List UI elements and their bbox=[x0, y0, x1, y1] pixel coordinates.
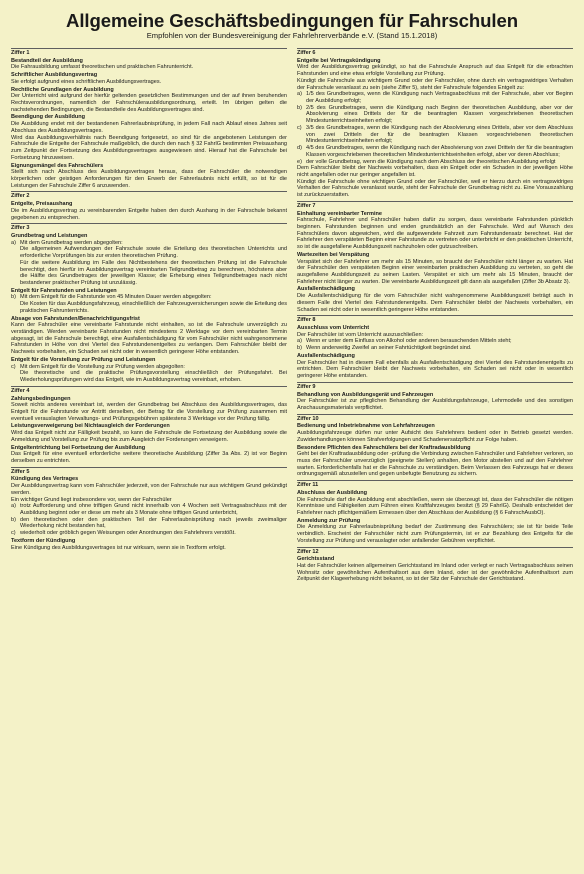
paragraph: Fahrschule, Fahrlehrer und Fahrschüler haben dafür zu sorgen, dass vereinbarte Fahrstunden pünktlich beginnen. Fahrstunden beginnen und enden grundsätzlich an der Fahrschule. Wird auf Wunsch des Fahrschülers davon abgewichen, wird die aufgewendete Fahrzeit zum Fahrstundensatz berechnet. Hat der Fahrlehrer den verspäteten Beginn einer Fahrstunde zu vertreten oder unterbricht er den praktischen Unterricht, so ist die ausgefallene Ausbildungszeit nachzuholen oder gutzuschreiben. bbox=[297, 217, 573, 251]
list-item-label: c) bbox=[11, 530, 16, 537]
indented-paragraph: Die theoretische und die praktische Prüfungsvorstellung einschließlich der Prüfungsfahrt. Bei Wiederholungsprüfungen wird das Entgelt, wie im Ausbildungsvertrag vereinbart, erhoben. bbox=[20, 370, 287, 384]
clause-section bbox=[11, 357, 287, 384]
list-item-label: b) bbox=[11, 294, 16, 301]
paragraph: Hat der Fahrschüler keinen allgemeinen Gerichtsstand im Inland oder verlegt er nach Vertragsabschluss seinen Wohnsitz oder gewöhnlichen Aufenthaltsort aus dem Inland, oder ist der gewöhnliche Aufenthaltsort zum Zeitpunkt der Klageerhebung nicht bekannt, so ist der Sitz der Fahrschule der Gerichtsstand. bbox=[297, 563, 573, 583]
clause-heading: Ausfallentschädigung bbox=[297, 286, 355, 293]
ziffer-block bbox=[297, 48, 573, 199]
clause-section bbox=[297, 423, 573, 443]
paragraph: Das Entgelt für eine eventuell erforderliche weitere theoretische Ausbildung (Ziffer 3a Abs. 2) ist vor Beginn derselben zu entrichten. bbox=[11, 451, 287, 464]
list-item-text: Mit dem Entgelt für die Fahrstunde von 45 Minuten Dauer werden abgegolten: bbox=[20, 294, 212, 301]
list-item-text: 3/5 des Grundbetrages, wenn die Kündigung nach der Absolvierung eines Drittels, aber vor dem Abschluss von zwei Dritteln der für die beantragten Klassen vorgeschriebenen theoretischen Mindestunterrichtseinheiten erfolgt; bbox=[306, 124, 573, 145]
clause-section bbox=[11, 72, 287, 85]
list-item-text: den theoretischen oder den praktischen Teil der Fahrerlaubnisprüfung nach jeweils zweimaliger Wiederholung nicht bestanden hat, bbox=[20, 516, 287, 530]
ziffer-number: Ziffer 4 bbox=[11, 387, 30, 394]
ziffer-number: Ziffer 8 bbox=[297, 317, 316, 324]
clause-section bbox=[11, 538, 287, 551]
list-item bbox=[11, 240, 287, 247]
ziffer-block bbox=[11, 223, 287, 384]
paragraph: Eine Kündigung des Ausbildungsvertrages ist nur wirksam, wenn sie in Textform erfolgt. bbox=[11, 544, 226, 551]
clause-section bbox=[297, 252, 573, 286]
ziffer-number: Ziffer 10 bbox=[297, 415, 319, 422]
paragraph: Sie erfolgt aufgrund eines schriftlichen Ausbildungsvertrages. bbox=[11, 78, 162, 85]
clause-section bbox=[297, 518, 573, 545]
clause-heading: Einhaltung vereinbarter Termine bbox=[297, 210, 382, 217]
list-item-text: Wenn er unter dem Einfluss von Alkohol oder anderen berauschenden Mitteln steht; bbox=[306, 338, 512, 345]
list-item-label: b) bbox=[11, 516, 16, 523]
list-item bbox=[11, 364, 287, 371]
list-item bbox=[297, 345, 573, 352]
paragraph: Die Fahrausbildung umfasst theoretischen und praktischen Fahrunterricht. bbox=[11, 64, 194, 71]
list-item-label: b) bbox=[297, 345, 302, 352]
paragraph: Die Anmeldung zur Fahrerlaubnisprüfung bedarf der Zustimmung des Fahrschülers; sie ist für beide Teile verbindlich. Erscheint der Fahrschüler nicht zum Prüfungstermin, ist er zur Bezahlung des Entgelts für die Vorstellung zur Prüfung und verauslagter oder anfallender Gebühren verpflichtet. bbox=[297, 524, 573, 544]
list-item bbox=[297, 338, 573, 345]
paragraph: Dem Fahrschüler bleibt der Nachweis vorbehalten, dass ein Entgelt oder ein Schaden in der jeweiligen Höhe nicht angefallen oder nur geringer angefallen ist. bbox=[297, 165, 573, 178]
indented-paragraph: Die Kosten für das Ausbildungsfahrzeug, einschließlich der Fahrzeugversicherungen sowie die Erteilung des praktischen Fahrunterrichts. bbox=[20, 301, 287, 314]
clause-section bbox=[11, 163, 287, 190]
clause-heading: Zahlungsbedingungen bbox=[11, 395, 71, 402]
paragraph: Verspätet sich der Fahrlehrer um mehr als 15 Minuten, so braucht der Fahrschüler nicht länger zu warten. Hat der Fahrschüler den verspäteten Beginn einer vereinbarten praktischen Ausbildung zu vertreten, so geht die ausgefallene Ausbildungszeit zu seinen Lasten. Verspätet er sich um mehr als 15 Minuten, braucht der Fahrlehrer nicht länger zu warten. Die vereinbarte Ausbildungszeit gilt dann als ausgefallen (Ziffer 3b Absatz 3). bbox=[297, 258, 573, 285]
ziffer-block bbox=[297, 382, 573, 412]
list-item-text: Mit dem Grundbetrag werden abgegolten: bbox=[20, 239, 123, 246]
paragraph: Wird der Ausbildungsvertrag gekündigt, so hat die Fahrschule Anspruch auf das Entgelt für die erbrachten Fahrstunden und eine etwa erfolgte Vorstellung zur Prüfung. bbox=[297, 64, 573, 78]
indented-paragraph: Für die weitere Ausbildung im Falle des Nichtbestehens der theoretischen Prüfung ist die Fahrschule berechtigt, den hierfür im Ausbildungsvertrag vereinbarten Teilgrundbetrag zu berechnen, höchstens aber die Hälfte des Grundbetrages der jeweiligen Klasse; die Erhebung eines Teilgrundbetrages nach nicht bestandener praktischer Prüfung ist unzulässig. bbox=[20, 259, 287, 286]
columns bbox=[11, 48, 573, 583]
paragraph: Die im Ausbildungsvertrag zu vereinbarenden Entgelte haben den durch Aushang in der Fahrschule bekannt gegebenen zu entsprechen. bbox=[11, 207, 287, 221]
clause-section bbox=[11, 476, 287, 536]
paragraph: Der Fahrschüler hat in diesem Fall ebenfalls als Ausfallentschädigung drei Viertel des Fahrstundenentgelts zu entrichten. Dem Fahrschüler bleibt der Nachweis vorbehalten, ein Schaden sei nicht oder in wesentlich geringerer Höhe entstanden. bbox=[297, 359, 573, 380]
list-item-label: a) bbox=[11, 239, 16, 246]
left-column bbox=[11, 48, 287, 583]
list-item bbox=[11, 517, 287, 530]
ziffer-number: Ziffer 5 bbox=[11, 468, 30, 475]
paragraph: Kündigt die Fahrschule aus wichtigem Grund oder der Fahrschüler, ohne durch ein vertragswidriges Verhalten der Fahrschule veranlasst zu sein (siehe Ziffer 5), steht der Fahrschule folgendes Entgelt zu: bbox=[297, 77, 573, 91]
document-subtitle: Empfohlen von der Bundesvereinigung der Fahrlehrerverbände e.V. (Stand 15.1.2018) bbox=[146, 31, 438, 40]
clause-heading: Behandlung von Ausbildungsgerät und Fahrzeugen bbox=[297, 391, 434, 398]
clause-section bbox=[297, 392, 573, 412]
clause-section bbox=[11, 233, 287, 287]
clause-heading: Wartezeiten bei Verspätung bbox=[297, 251, 370, 258]
ziffer-block bbox=[297, 480, 573, 544]
ziffer-number: Ziffer 11 bbox=[297, 482, 319, 489]
clause-section bbox=[297, 445, 573, 479]
clause-heading: Abschluss der Ausbildung bbox=[297, 489, 368, 496]
clause-heading: Bedienung und Inbetriebnahme von Lehrfahrzeugen bbox=[297, 423, 435, 430]
list-item-label: c) bbox=[11, 363, 16, 370]
clause-heading: Entgeltentrichtung bei Fortsetzung der Ausbildung bbox=[11, 444, 146, 451]
clause-section bbox=[11, 201, 287, 221]
paragraph: Ausbildungsfahrzeuge dürfen nur unter Aufsicht des Fahrlehrers bedient oder in Betrieb gesetzt werden. Zuwiderhandlungen können Strafverfolgungen und Schadenersatzpflicht zur Folge haben. bbox=[297, 430, 573, 443]
clause-heading: Absage von Fahrstunden/Benachrichtigungsfrist bbox=[11, 315, 140, 322]
paragraph: Stellt sich nach Abschluss des Ausbildungsvertrages heraus, dass der Fahrschüler die notwendigen körperlichen oder geistigen Anforderungen für den Erwerb der Fahrerlaubnis nicht erfüllt, so ist für die Leistungen der Fahrschule Ziffer 6 anzuwenden. bbox=[11, 169, 287, 189]
clause-section bbox=[11, 316, 287, 356]
clause-heading: Entgelte, Preisaushang bbox=[11, 201, 73, 208]
list-item-text: der volle Grundbetrag, wenn die Kündigung nach dem Abschluss der theoretischen Ausbildung erfolgt bbox=[306, 158, 556, 165]
clause-heading: Kündigung des Vertrages bbox=[11, 476, 79, 483]
ziffer-block bbox=[11, 48, 287, 189]
list-item bbox=[11, 530, 287, 537]
list-item-label: a) bbox=[297, 338, 302, 345]
ziffer-number: Ziffer 9 bbox=[297, 383, 316, 390]
list-item-label: d) bbox=[297, 145, 302, 152]
clause-heading: Eignungsmängel des Fahrschülers bbox=[11, 162, 104, 169]
paragraph: Kündigt die Fahrschule ohne wichtigen Grund oder der Fahrschüler, weil er hierzu durch ein vertragswidriges Verhalten der Fahrschule veranlasst wurde, steht der Fahrschule der Grundbetrag nicht zu. Eine Vorauszahlung ist zurückzuerstatten. bbox=[297, 178, 573, 199]
list-item-label: e) bbox=[297, 158, 302, 165]
list-item bbox=[297, 125, 573, 145]
clause-heading: Schriftlicher Ausbildungsvertrag bbox=[11, 72, 98, 79]
clause-heading: Rechtliche Grundlagen der Ausbildung bbox=[11, 86, 114, 93]
paragraph: Die Ausbildung endet mit der bestandenen Fahrerlaubnisprüfung, in jedem Fall nach Ablauf eines Jahres seit Abschluss des Ausbildungsvertrages. bbox=[11, 121, 287, 134]
clause-heading: Textform der Kündigung bbox=[11, 537, 76, 544]
clause-section bbox=[297, 353, 573, 380]
clause-section bbox=[297, 286, 573, 313]
list-item bbox=[297, 159, 573, 166]
paragraph: Die Ausfallentschädigung für die vom Fahrschüler nicht wahrgenommene Ausbildungszeit beträgt auch in diesem Falle drei Viertel des Fahrstundenentgelts. Dem Fahrschüler bleibt der Nachweis vorbehalten, ein Schaden sei nicht oder in wesentlich geringerer Höhe entstanden. bbox=[297, 293, 573, 313]
clause-section bbox=[11, 114, 287, 161]
list-item-text: 1/5 des Grundbetrages, wenn die Kündigung nach Vertragsabschluss mit der Fahrschule, aber vor Beginn der Ausbildung erfolgt; bbox=[306, 91, 573, 105]
ziffer-block bbox=[297, 414, 573, 478]
right-column bbox=[297, 48, 573, 583]
clause-section bbox=[11, 58, 287, 71]
clause-section bbox=[297, 211, 573, 251]
clause-heading: Ausfallentschädigung bbox=[297, 352, 355, 359]
clause-section bbox=[297, 325, 573, 352]
ziffer-number: Ziffer 1 bbox=[11, 50, 30, 56]
list-item-text: trotz Aufforderung und ohne triftigen Grund nicht innerhalb von 4 Wochen seit Vertragsabschluss mit der Ausbildung beginnt oder er diese um mehr als 3 Monate ohne triftigen Grund unterbricht, bbox=[20, 503, 287, 516]
list-item-text: wiederholt oder gröblich gegen Weisungen oder Anordnungen des Fahrlehrers verstößt. bbox=[20, 530, 236, 537]
ziffer-block bbox=[11, 467, 287, 552]
list-item-text: Mit dem Entgelt für die Vorstellung zur Prüfung werden abgegolten: bbox=[20, 363, 185, 370]
paragraph: Der Fahrschüler ist vom Unterricht auszuschließen: bbox=[297, 331, 424, 338]
clause-heading: Ausschluss vom Unterricht bbox=[297, 325, 370, 332]
clause-section bbox=[297, 556, 573, 583]
document-title: Allgemeine Geschäftsbedingungen für Fahrschulen bbox=[66, 10, 518, 31]
clause-heading: Besondere Pflichten des Fahrschülers bei der Kraftradausbildung bbox=[297, 444, 471, 451]
paragraph: Geht bei der Kraftradausbildung oder -prüfung die Verbindung zwischen Fahrschüler und Fahrlehrer verloren, so muss der Fahrschüler unverzüglich (geeignete Stellen) anhalten, den Motor abstellen und auf den Fahrlehrer warten. Erforderlichenfalls hat er die Fahrschule zu verständigen. Beim Verlassen des Fahrzeugs hat er dieses ordnungsgemäß abzustellen und gegen unbefugte Benutzung zu sichern. bbox=[297, 451, 573, 478]
ziffer-block bbox=[297, 201, 573, 314]
clause-section bbox=[297, 490, 573, 517]
paragraph: Die Fahrschule darf die Ausbildung erst abschließen, wenn sie überzeugt ist, dass der Fahrschüler die nötigen Kenntnisse und Fähigkeiten zum Führen eines Kraftfahrzeuges besitzt (§ 29 FahrlG). Deshalb entscheidet der Fahrlehrer nach pflichtgemäßem Ermessen über den Abschluss der Ausbildung (§ 6 FahrschAusbO). bbox=[297, 496, 573, 516]
paragraph: Ein wichtiger Grund liegt insbesondere vor, wenn der Fahrschüler bbox=[11, 496, 172, 503]
list-item bbox=[297, 105, 573, 125]
list-item-label: b) bbox=[297, 104, 302, 111]
ziffer-block bbox=[297, 547, 573, 584]
clause-section bbox=[11, 87, 287, 114]
clause-section bbox=[297, 58, 573, 199]
list-item bbox=[297, 145, 573, 158]
paragraph: Wird das Entgelt nicht zur Fälligkeit bezahlt, so kann die Fahrschule die Fortsetzung der Ausbildung sowie die Anmeldung und Vorstellung zur Prüfung bis zum Ausgleich der Forderungen verweigern. bbox=[11, 430, 287, 443]
clause-section bbox=[11, 445, 287, 465]
ziffer-number: Ziffer 2 bbox=[11, 193, 30, 200]
ziffer-number: Ziffer 7 bbox=[297, 202, 316, 209]
paragraph: Kann der Fahrschüler eine vereinbarte Fahrstunde nicht einhalten, so ist die Fahrschule unverzüglich zu verständigen. Werden vereinbarte Fahrstunden nicht mindestens 2 Werktage vor dem vereinbarten Termin abgesagt, ist die Fahrschule berechtigt, eine Ausfallentschädigung für vom Fahrschüler nicht wahrgenommene Fahrstunden in Höhe von drei Viertel des Fahrstundenentgeltes zu verlangen. Dem Fahrschüler bleibt der Nachweis vorbehalten, ein Schaden sei nicht oder in wesentlich geringerer Höhe entstanden. bbox=[11, 322, 287, 356]
ziffer-number: Ziffer 3 bbox=[11, 225, 30, 232]
list-item bbox=[11, 503, 287, 516]
clause-section bbox=[11, 396, 287, 423]
paragraph: Der Unterricht wird aufgrund der hierfür geltenden gesetzlichen Bestimmungen und der auf ihnen beruhenden Rechtsverordnungen, namentlich der Fahrschülerausbildungsordnung, erteilt. Im übrigen gelten die nachstehenden Bedingungen, die Bestandteile des Ausbildungsvertrages sind. bbox=[11, 93, 287, 113]
list-item-label: c) bbox=[297, 124, 302, 131]
clause-heading: Entgelt für die Vorstellung zur Prüfung und Leistungen bbox=[11, 356, 156, 363]
list-item bbox=[297, 91, 573, 104]
clause-heading: Beendigung der Ausbildung bbox=[11, 114, 86, 121]
ziffer-block bbox=[11, 191, 287, 221]
clause-heading: Leistungsverweigerung bei Nichtausgleich der Forderungen bbox=[11, 423, 170, 430]
paragraph: Der Fahrschüler ist zur pfleglichen Behandlung der Ausbildungsfahrzeuge, Lehrmodelle und des sonstigen Anschauungsmaterials verpflichtet. bbox=[297, 398, 573, 411]
ziffer-number: Ziffer 12 bbox=[297, 548, 319, 555]
list-item-text: 4/5 des Grundbetrages, wenn die Kündigung nach der Absolvierung von zwei Dritteln der für die beantragten Klassen vorgeschriebenen theoretischen Mindestunterrichtseinheiten erfolgt, aber vor deren Abschluss; bbox=[306, 145, 573, 158]
paragraph: Wird das Ausbildungsverhältnis nach Beendigung fortgesetzt, so sind für die angebotenen Leistungen der Fahrschule die Entgelte der Fahrschule maßgeblich, die durch den nach § 32 FahrlG bestimmten Preisaushang zum Zeitpunkt der Fortsetzung des Ausbildungsvertrages ausgewiesen sind. Hierauf hat die Fahrschule bei Fortsetzung hinzuweisen. bbox=[11, 134, 287, 161]
indented-paragraph: Die allgemeinen Aufwendungen der Fahrschule sowie die Erteilung des theoretischen Unterrichts und erforderliche Vorprüfungen bis zur ersten theoretischen Prüfung. bbox=[20, 246, 287, 260]
ziffer-block bbox=[11, 386, 287, 465]
paragraph: Der Ausbildungsvertrag kann vom Fahrschüler jederzeit, von der Fahrschule nur aus wichtigem Grund gekündigt werden. bbox=[11, 483, 287, 496]
list-item-label: a) bbox=[297, 91, 302, 98]
clause-heading: Bestandteil der Ausbildung bbox=[11, 57, 83, 64]
ziffer-number: Ziffer 6 bbox=[297, 50, 316, 56]
list-item bbox=[11, 294, 287, 301]
clause-heading: Gerichtsstand bbox=[297, 556, 335, 563]
clause-section bbox=[11, 423, 287, 443]
clause-heading: Grundbetrag und Leistungen bbox=[11, 232, 88, 239]
list-item-text: Wenn anderweitig Zweifel an seiner Fahrtüchtigkeit begründet sind. bbox=[306, 345, 472, 352]
clause-heading: Anmeldung zur Prüfung bbox=[297, 517, 361, 524]
paragraph: Soweit nichts anderes vereinbart ist, werden der Grundbetrag bei Abschluss des Ausbildungsvertrages, das Entgelt für die Fahrstunde vor Antritt derselben, der Betrag für die Vorstellung zur Prüfung zusammen mit eventuell verauslagten Verwaltungs- und Prüfungsgebühren spätestens 3 Werktage vor der Prüfung fällig. bbox=[11, 402, 287, 422]
clause-heading: Entgelte bei Vertragskündigung bbox=[297, 57, 381, 64]
ziffer-block bbox=[297, 315, 573, 379]
clause-heading: Entgelt für Fahrstunden und Leistungen bbox=[11, 287, 117, 294]
list-item-text: 2/5 des Grundbetrages, wenn die Kündigung nach Beginn der theoretischen Ausbildung, aber vor der Absolvierung eines Drittels der für die beantragten Klassen vorgeschriebenen theoretischen Mindestunterrichtseinheiten erfolgt; bbox=[306, 104, 573, 125]
clause-section bbox=[11, 288, 287, 315]
list-item-label: a) bbox=[11, 503, 16, 510]
